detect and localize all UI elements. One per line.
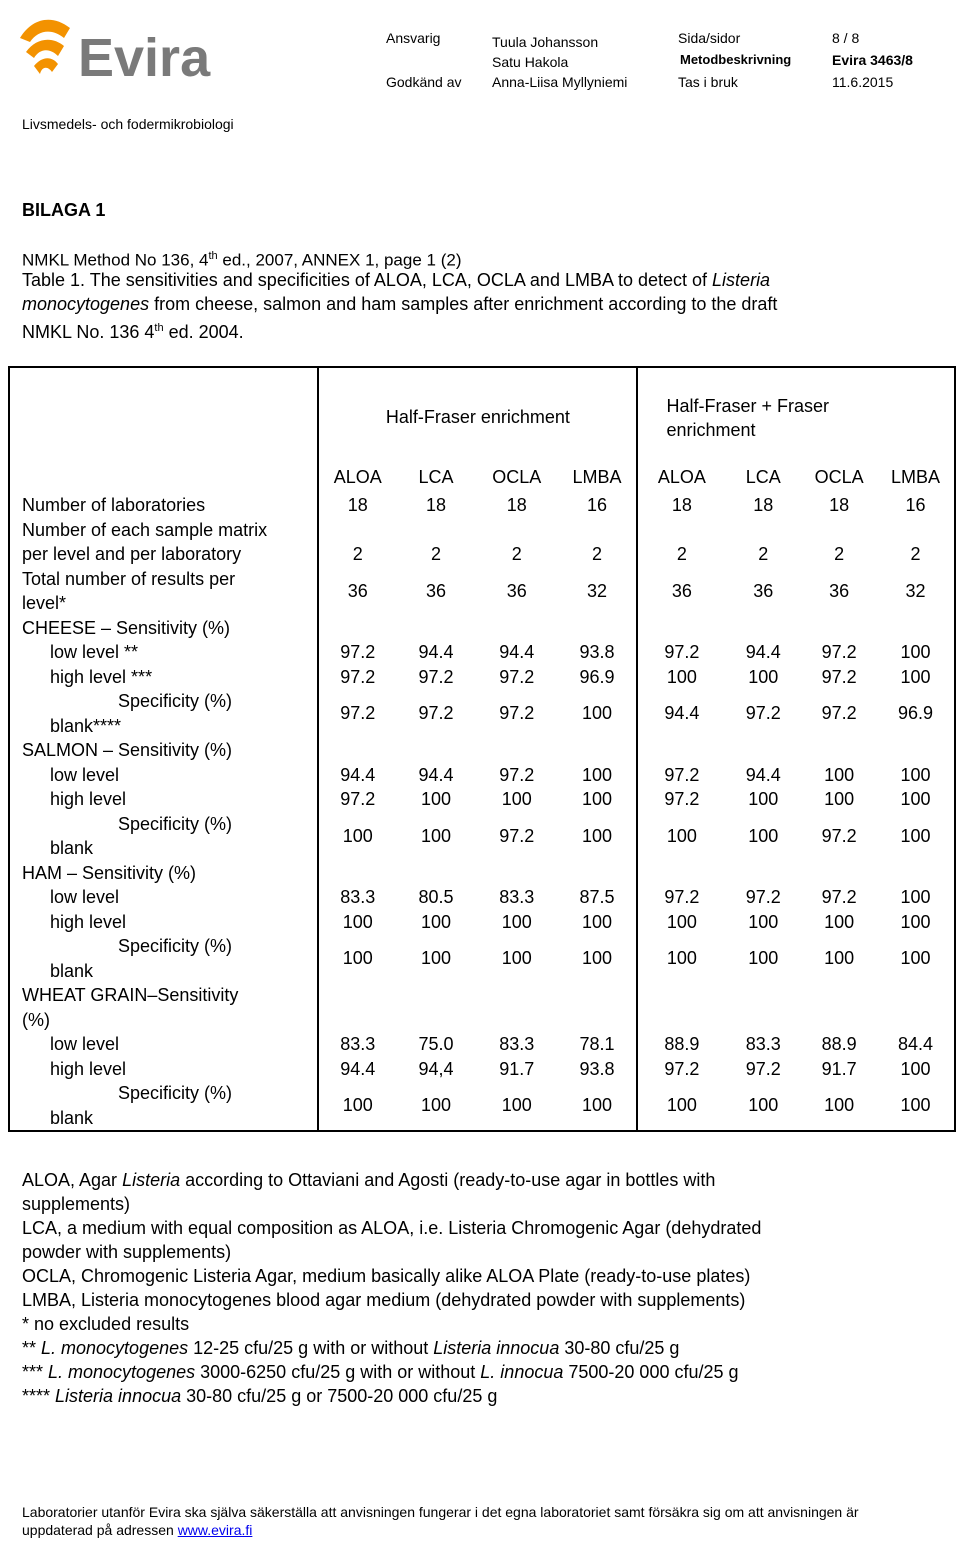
- value-cell: 100 100: [877, 861, 955, 935]
- value-cell: 100: [420, 948, 452, 969]
- value-cell: 94.4 97.2: [318, 738, 396, 812]
- value-cell: 97.2: [318, 689, 396, 738]
- value-cell: 94.4 97.2: [499, 642, 535, 687]
- ansvarig-name-2: Satu Hakola: [492, 54, 569, 70]
- col-header: OCLA: [814, 467, 864, 487]
- col-header: ALOA: [318, 467, 396, 493]
- col-header: OCLA: [492, 467, 542, 487]
- value-cell: 97.2 100: [745, 887, 781, 932]
- value-cell: 97.2: [418, 703, 454, 724]
- value-cell: 36: [318, 567, 396, 616]
- value-cell: 2: [877, 518, 955, 567]
- value-cell: 97.2: [499, 825, 535, 846]
- ansvarig-label: Ansvarig: [386, 30, 441, 46]
- value-cell: 94.4 97.2: [418, 642, 454, 687]
- value-cell: 100: [420, 825, 452, 846]
- value-cell: 36: [637, 567, 725, 616]
- evira-link[interactable]: www.evira.fi: [177, 1522, 253, 1538]
- value-cell: 2: [511, 544, 522, 564]
- footnote-lca: LCA, a medium with equal composition as ALOA, i.e. Listeria Chromogenic Agar (dehydrated: [22, 1218, 762, 1238]
- value-cell: 75.0 94,4: [418, 1034, 454, 1079]
- value-cell: 18: [637, 493, 725, 518]
- footer-line-1: Laboratorier utanför Evira ska själva säkerställa att anvisningen fungerar i det egna laboratoriet samt försäkra sig om att anvisningen är: [22, 1504, 859, 1520]
- group-half-fraser: Half-Fraser enrichment: [318, 367, 637, 467]
- value-cell: 100: [637, 812, 725, 861]
- cheese-specificity-label: Specificity (%) blank****: [9, 689, 318, 738]
- doc-id: Evira 3463/8: [832, 52, 913, 68]
- ham-specificity-label: Specificity (%) blank: [9, 934, 318, 983]
- value-cell: 100 100: [824, 764, 855, 809]
- value-cell: 100: [637, 934, 725, 983]
- value-cell: 100 100: [877, 616, 955, 690]
- value-cell: 88.9 97.2: [637, 983, 725, 1081]
- page-footer: [22, 1503, 952, 1539]
- page-label: Sida/sidor: [678, 30, 741, 46]
- wheat-sensitivity-label: WHEAT GRAIN–Sensitivity (%) low level high level: [9, 983, 318, 1081]
- value-cell: 100: [801, 1081, 877, 1131]
- value-cell: 100: [558, 1081, 638, 1131]
- value-cell: 97.2: [821, 825, 857, 846]
- value-cell: 100: [501, 948, 532, 969]
- value-cell: 97.2 97.2: [821, 642, 857, 687]
- value-cell: 100: [877, 1081, 955, 1131]
- row-label-total: Total number of results per level*: [9, 567, 318, 616]
- results-table: [8, 366, 956, 1132]
- row-label-matrix: Number of each sample matrix per level and per laboratory: [9, 518, 318, 567]
- department: Livsmedels- och fodermikrobiologi: [22, 116, 234, 132]
- value-cell: 2: [318, 518, 396, 567]
- approved-name: Anna-Liisa Myllyniemi: [492, 74, 628, 90]
- value-cell: 93.8 96.9: [579, 642, 615, 687]
- value-cell: 100: [877, 812, 955, 861]
- ham-sensitivity-label: HAM – Sensitivity (%) low level high level: [9, 861, 318, 935]
- footnote-star2: ** L. monocytogenes 12-25 cfu/25 g with or without Listeria innocua 30-80 cfu/25 g: [22, 1338, 680, 1358]
- value-cell: 18: [318, 493, 396, 518]
- value-cell: 100: [824, 948, 855, 969]
- footer-line-2: uppdaterad på adressen www.evira.fi: [22, 1522, 253, 1538]
- col-header: LMBA: [572, 467, 622, 487]
- value-cell: 2: [592, 544, 603, 564]
- value-cell: 94.4 100: [418, 764, 454, 809]
- table-caption: Table 1. The sensitivities and specificities of ALOA, LCA, OCLA and LMBA to detect of Listeria monocytogenes from cheese, salmon and ham samples after enrichment according to the draft NMKL No. 136 4th ed. 2004.: [22, 270, 778, 342]
- value-cell: 16: [877, 493, 955, 518]
- value-cell: 100: [582, 703, 613, 724]
- approved-label: Godkänd av: [386, 74, 462, 90]
- value-cell: 2: [637, 518, 725, 567]
- row-label-labs: Number of laboratories: [9, 493, 318, 518]
- value-cell: 100: [476, 1081, 558, 1131]
- value-cell: 100: [748, 825, 779, 846]
- in-use-date: 11.6.2015: [832, 74, 894, 90]
- col-header: LCA: [745, 467, 781, 487]
- value-cell: 2: [430, 544, 441, 564]
- footnote-aloa: ALOA, Agar Listeria according to Ottaviani and Agosti (ready-to-use agar in bottles with: [22, 1170, 716, 1190]
- value-cell: 78.1 93.8: [579, 1034, 615, 1079]
- col-header: LCA: [418, 467, 454, 487]
- value-cell: 18: [829, 495, 850, 515]
- value-cell: 83.3 97.2: [745, 1034, 781, 1079]
- value-cell: 87.5 100: [579, 887, 615, 932]
- value-cell: 100: [318, 1081, 396, 1131]
- value-cell: 100: [318, 934, 396, 983]
- value-cell: 100: [582, 825, 613, 846]
- value-cell: 100: [637, 1081, 725, 1131]
- value-cell: 36: [425, 580, 446, 601]
- value-cell: 100: [582, 948, 613, 969]
- method-line: NMKL Method No 136, 4th ed., 2007, ANNEX 1, page 1 (2): [22, 250, 462, 270]
- value-cell: 84.4 100: [877, 983, 955, 1081]
- value-cell: 2: [758, 544, 769, 564]
- value-cell: 83.3 91.7: [499, 1034, 535, 1079]
- value-cell: 32: [877, 567, 955, 616]
- value-cell: 97.2 100: [637, 861, 725, 935]
- in-use-label: Tas i bruk: [678, 74, 738, 90]
- footnote-lca-cont: powder with supplements): [22, 1242, 232, 1262]
- value-cell: 97.2 100: [637, 616, 725, 690]
- value-cell: 36: [506, 580, 527, 601]
- value-cell: 100: [877, 934, 955, 983]
- value-cell: 32: [587, 580, 608, 601]
- value-cell: 97.2: [745, 703, 781, 724]
- value-cell: 16: [587, 495, 608, 515]
- value-cell: 100: [318, 812, 396, 861]
- value-cell: 100: [396, 1081, 476, 1131]
- value-cell: 100 100: [582, 764, 613, 809]
- footnote-star4: **** Listeria innocua 30-80 cfu/25 g or 7500-20 000 cfu/25 g: [22, 1386, 498, 1406]
- evira-logo: [12, 8, 262, 90]
- table-body: [9, 493, 955, 1131]
- value-cell: 97.2 100: [499, 764, 535, 809]
- value-cell: 83.3 100: [318, 861, 396, 935]
- value-cell: 18: [506, 495, 527, 515]
- annex-title: BILAGA 1: [22, 200, 106, 220]
- value-cell: 88.9 91.7: [821, 1034, 857, 1079]
- value-cell: 97.2: [499, 703, 535, 724]
- cheese-sensitivity-label: CHEESE – Sensitivity (%) low level ** high level ***: [9, 616, 318, 690]
- salmon-sensitivity-label: SALMON – Sensitivity (%) low level high level: [9, 738, 318, 812]
- svg-text:Evira: Evira: [78, 28, 211, 88]
- value-cell: 97.2 97.2: [637, 738, 725, 812]
- footnote-star1: * no excluded results: [22, 1314, 190, 1334]
- value-cell: 100: [748, 948, 779, 969]
- footnote-ocla: OCLA, Chromogenic Listeria Agar, medium basically alike ALOA Plate (ready-to-use plates): [22, 1266, 751, 1286]
- page-value: 8 / 8: [832, 30, 860, 46]
- salmon-specificity-label: Specificity (%) blank: [9, 812, 318, 861]
- value-cell: 18: [753, 495, 774, 515]
- value-cell: 94.4 100: [745, 642, 781, 687]
- value-cell: 2: [834, 544, 845, 564]
- value-cell: 100: [725, 1081, 801, 1131]
- value-cell: 97.2 97.2: [318, 616, 396, 690]
- value-cell: 96.9: [877, 689, 955, 738]
- col-header: ALOA: [637, 467, 725, 493]
- wheat-specificity-label: Specificity (%) blank: [9, 1081, 318, 1131]
- footnote-star3: *** L. monocytogenes 3000-6250 cfu/25 g with or without L. innocua 7500-20 000 cfu/25 g: [22, 1362, 739, 1382]
- value-cell: 97.2 100: [821, 887, 857, 932]
- ansvarig-name-1: Tuula Johansson: [492, 34, 599, 50]
- footnotes: [22, 1168, 922, 1408]
- group-half-fraser-fraser: Half-Fraser + Fraser enrichment: [637, 367, 955, 467]
- value-cell: 97.2: [821, 703, 857, 724]
- footnote-aloa-cont: supplements): [22, 1194, 131, 1214]
- value-cell: 94.4 100: [745, 764, 781, 809]
- value-cell: 36: [829, 580, 850, 601]
- value-cell: 83.3 94.4: [318, 983, 396, 1081]
- value-cell: 80.5 100: [418, 887, 454, 932]
- value-cell: 83.3 100: [499, 887, 535, 932]
- doc-type: Metodbeskrivning: [680, 52, 792, 67]
- value-cell: 100 100: [877, 738, 955, 812]
- col-header: LMBA: [877, 467, 955, 493]
- evira-logo-icon: [12, 8, 262, 90]
- value-cell: 94.4: [637, 689, 725, 738]
- value-cell: 36: [753, 580, 774, 601]
- value-cell: 18: [425, 495, 446, 515]
- footnote-lmba: LMBA, Listeria monocytogenes blood agar medium (dehydrated powder with supplements): [22, 1290, 746, 1310]
